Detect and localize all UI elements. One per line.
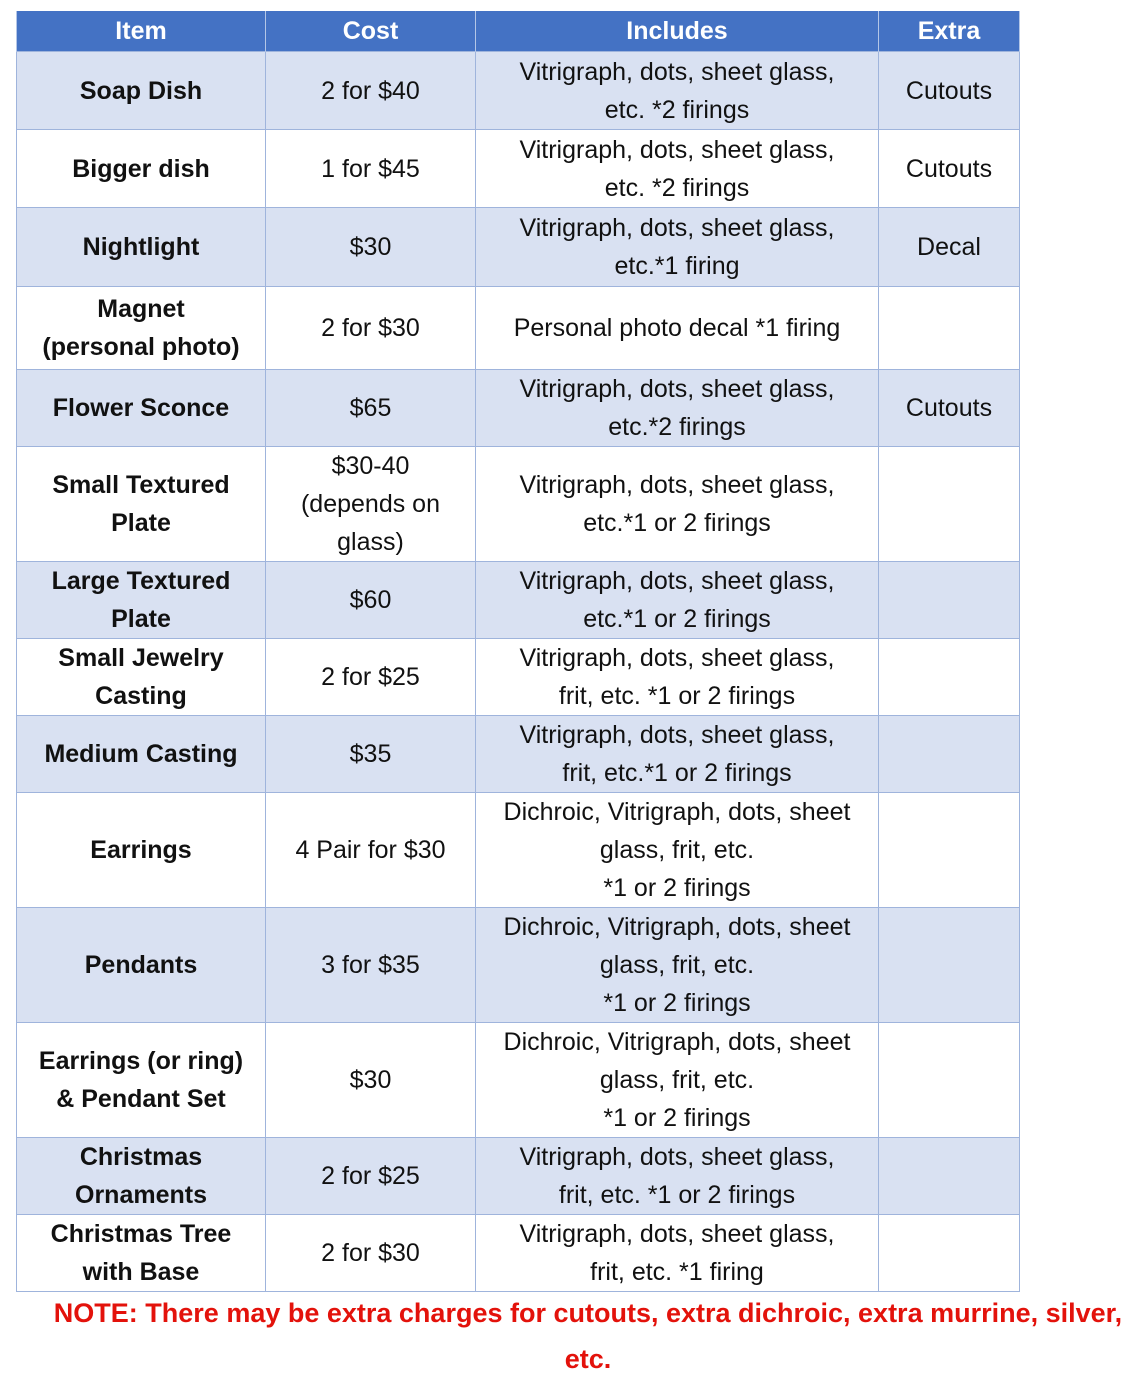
header-row <box>17 11 1020 52</box>
item-cell: Small Textured Plate <box>17 447 266 562</box>
includes-cell: Vitrigraph, dots, sheet glass, etc.*1 or 2 firings <box>476 562 879 639</box>
table-row <box>17 639 1020 716</box>
includes-cell: Vitrigraph, dots, sheet glass, frit, etc. *1 or 2 firings <box>476 639 879 716</box>
cost-cell: $60 <box>266 562 476 639</box>
includes-cell: Dichroic, Vitrigraph, dots, sheet glass, frit, etc. *1 or 2 firings <box>476 1023 879 1138</box>
extra-cell: Decal <box>879 208 1020 287</box>
table-row <box>17 447 1020 562</box>
extra-cell <box>879 447 1020 562</box>
item-cell: Medium Casting <box>17 716 266 793</box>
cost-cell: 2 for $40 <box>266 52 476 130</box>
includes-cell: Vitrigraph, dots, sheet glass, frit, etc. *1 firing <box>476 1215 879 1292</box>
table-body <box>17 52 1020 1292</box>
extra-cell <box>879 639 1020 716</box>
cost-cell: 2 for $25 <box>266 1138 476 1215</box>
cost-cell: 1 for $45 <box>266 130 476 208</box>
cost-cell: $65 <box>266 370 476 447</box>
extra-cell <box>879 1138 1020 1215</box>
item-cell: Christmas Ornaments <box>17 1138 266 1215</box>
includes-cell: Vitrigraph, dots, sheet glass, etc. *2 firings <box>476 130 879 208</box>
table-row <box>17 370 1020 447</box>
cost-cell: 4 Pair for $30 <box>266 793 476 908</box>
extra-cell <box>879 908 1020 1023</box>
item-cell: Magnet (personal photo) <box>17 287 266 370</box>
table-row <box>17 130 1020 208</box>
table-row <box>17 908 1020 1023</box>
includes-cell: Vitrigraph, dots, sheet glass, etc. *2 firings <box>476 52 879 130</box>
header-item: Item <box>17 11 266 52</box>
extra-cell: Cutouts <box>879 370 1020 447</box>
note-text: NOTE: There may be extra charges for cutouts, extra dichroic, extra murrine, silver, etc. <box>53 1298 1123 1374</box>
item-cell: Large Textured Plate <box>17 562 266 639</box>
extra-cell <box>879 287 1020 370</box>
includes-cell: Personal photo decal *1 firing <box>476 287 879 370</box>
cost-cell: $30-40 (depends on glass) <box>266 447 476 562</box>
table-row <box>17 208 1020 287</box>
extra-cell <box>879 1215 1020 1292</box>
item-cell: Earrings <box>17 793 266 908</box>
extra-cell <box>879 1023 1020 1138</box>
includes-cell: Dichroic, Vitrigraph, dots, sheet glass, frit, etc. *1 or 2 firings <box>476 793 879 908</box>
header-extra: Extra <box>879 11 1020 52</box>
item-cell: Flower Sconce <box>17 370 266 447</box>
table-row <box>17 562 1020 639</box>
item-cell: Earrings (or ring) & Pendant Set <box>17 1023 266 1138</box>
extra-cell: Cutouts <box>879 52 1020 130</box>
item-cell: Pendants <box>17 908 266 1023</box>
table-row <box>17 793 1020 908</box>
extra-cell <box>879 793 1020 908</box>
table-row <box>17 52 1020 130</box>
item-cell: Bigger dish <box>17 130 266 208</box>
table-row <box>17 287 1020 370</box>
extra-cell <box>879 562 1020 639</box>
cost-cell: 2 for $25 <box>266 639 476 716</box>
item-cell: Small Jewelry Casting <box>17 639 266 716</box>
includes-cell: Vitrigraph, dots, sheet glass, etc.*1 firing <box>476 208 879 287</box>
header-cost: Cost <box>266 11 476 52</box>
cost-cell: 2 for $30 <box>266 287 476 370</box>
extra-cell: Cutouts <box>879 130 1020 208</box>
item-cell: Nightlight <box>17 208 266 287</box>
header-includes: Includes <box>476 11 879 52</box>
item-cell: Soap Dish <box>17 52 266 130</box>
extra-cell <box>879 716 1020 793</box>
includes-cell: Vitrigraph, dots, sheet glass, etc.*1 or 2 firings <box>476 447 879 562</box>
table-row <box>17 1138 1020 1215</box>
table-row <box>17 716 1020 793</box>
includes-cell: Vitrigraph, dots, sheet glass, etc.*2 firings <box>476 370 879 447</box>
cost-cell: 3 for $35 <box>266 908 476 1023</box>
includes-cell: Vitrigraph, dots, sheet glass, frit, etc.*1 or 2 firings <box>476 716 879 793</box>
cost-cell: $30 <box>266 1023 476 1138</box>
price-table <box>16 11 1020 1292</box>
cost-cell: 2 for $30 <box>266 1215 476 1292</box>
includes-cell: Vitrigraph, dots, sheet glass, frit, etc. *1 or 2 firings <box>476 1138 879 1215</box>
cost-cell: $35 <box>266 716 476 793</box>
table-row <box>17 1215 1020 1292</box>
table-row <box>17 1023 1020 1138</box>
cost-cell: $30 <box>266 208 476 287</box>
includes-cell: Dichroic, Vitrigraph, dots, sheet glass, frit, etc. *1 or 2 firings <box>476 908 879 1023</box>
item-cell: Christmas Tree with Base <box>17 1215 266 1292</box>
